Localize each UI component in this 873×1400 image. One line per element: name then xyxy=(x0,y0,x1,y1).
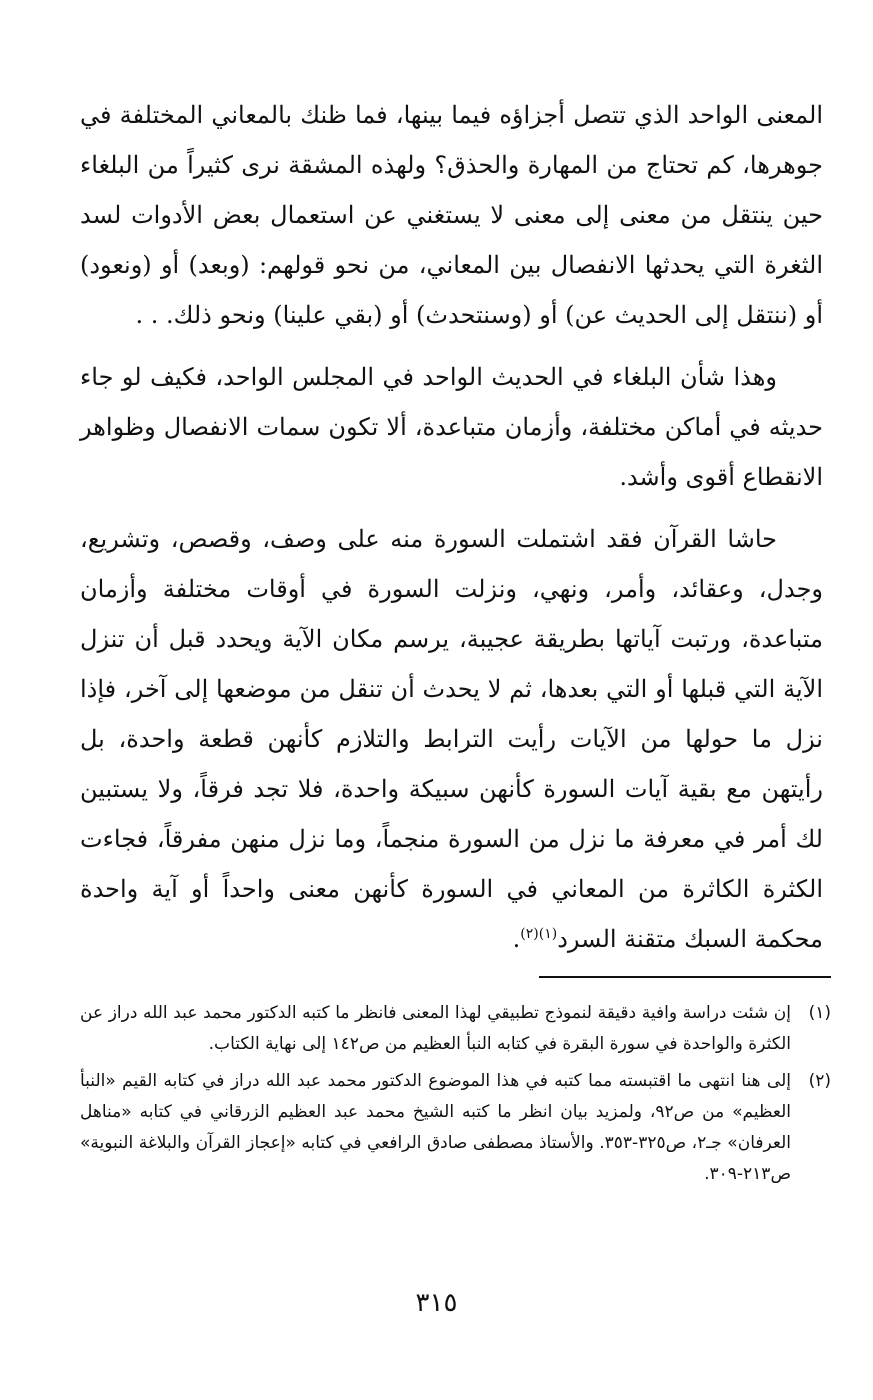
paragraph-1: المعنى الواحد الذي تتصل أجزاؤه فيما بينها، فما ظنك بالمعاني المختلفة في جوهرها، كم تحتاج من المهارة والحذق؟ ولهذه المشقة نرى كثيراً من البلغاء حين ينتقل من معنى إلى معنى لا يستغني عن استعمال بعض الأدوات لسد الثغرة التي يحدثها الانفصال بين المعاني، من نحو قولهم: (وبعد) أو (ونعود) أو (ننتقل إلى الحديث عن) أو (وسنتحدث) أو (بقي علينا) ونحو ذلك. . . xyxy=(80,101,824,329)
paragraph-3 xyxy=(80,514,823,964)
footnote-reference: (١)(٢) xyxy=(520,926,558,942)
paragraph-2: وهذا شأن البلغاء في الحديث الواحد في المجلس الواحد، فكيف لو جاء حديثه في أماكن مختلفة، وأزمان متباعدة، ألا تكون سمات الانفصال وظواهر الانقطاع أقوى وأشد. xyxy=(80,363,823,491)
main-text xyxy=(80,90,823,976)
footnote-2-text: إلى هنا انتهى ما اقتبسته مما كتبه في هذا الموضوع الدكتور محمد عبد الله دراز في كتابه القيم «النبأ العظيم» من ص٩٢، ولمزيد بيان انظر ما كتبه الشيخ محمد عبد العظيم الزرقاني في كتابه «مناهل العرفان» جـ٢، ص٣٢٥-٣٥٣. والأستاذ مصطفى صادق الرافعي في كتابه «إعجاز القرآن والبلاغة النبوية» ص٢١٣-٣٠٩. xyxy=(80,1071,791,1184)
footnote-1 xyxy=(80,998,831,1060)
footnote-divider xyxy=(539,976,831,978)
footnote-2 xyxy=(80,1066,831,1190)
footnote-1-text: إن شئت دراسة وافية دقيقة لنموذج تطبيقي لهذا المعنى فانظر ما كتبه الدكتور محمد عبد الله دراز عن الكثرة والواحدة في سورة البقرة في كتابه النبأ العظيم من ص١٤٢ إلى نهاية الكتاب. xyxy=(80,1003,791,1054)
footnote-2-number: (٢) xyxy=(808,1071,831,1091)
footnotes xyxy=(80,998,831,1196)
footnote-1-number: (١) xyxy=(808,1003,831,1023)
page-number: ٣١٥ xyxy=(415,1288,458,1318)
paragraph-3-text: حاشا القرآن فقد اشتملت السورة منه على وصف، وقصص، وتشريع، وجدل، وعقائد، وأمر، ونهي، ونزلت السورة في أوقات مختلفة وأزمان متباعدة، ورتبت آياتها بطريقة عجيبة، يرسم مكان الآية ويحدد قبل أن تنزل الآية التي قبلها أو التي بعدها، ثم لا يحدث أن تنقل من موضعها إلى آخر، فإذا نزل ما حولها من الآيات رأيت الترابط والتلازم كأنهن قطعة واحدة، بل رأيتهن مع بقية آيات السورة كأنهن سبيكة واحدة، فلا تجد فرقاً، ولا يستبين لك أمر في معرفة ما نزل من السورة منجماً، وما نزل منهن مفرقاً، فجاءت الكثرة الكاثرة من المعاني في السورة كأنهن معنى واحداً أو آية واحدة محكمة السبك متقنة السرد xyxy=(80,525,823,953)
paragraph-3-end: . xyxy=(512,925,521,953)
